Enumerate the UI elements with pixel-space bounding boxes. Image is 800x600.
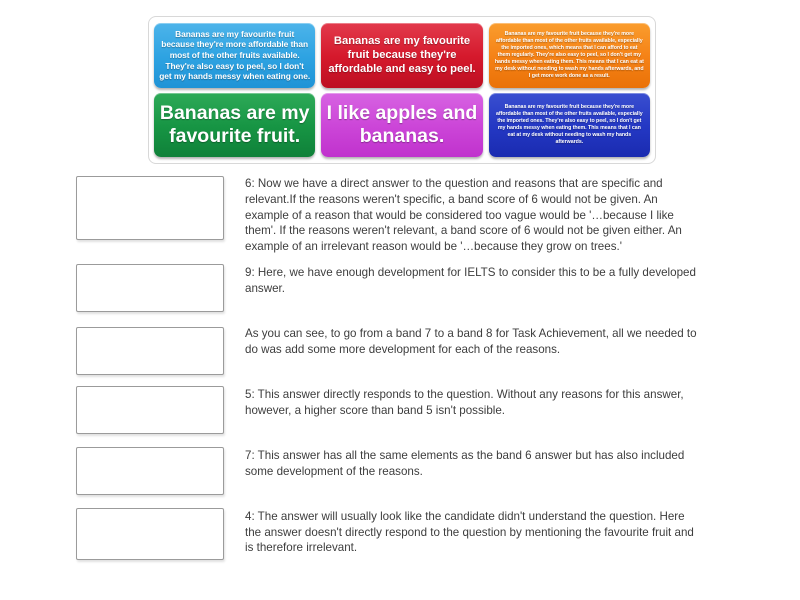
- match-row: [0, 325, 800, 377]
- match-description-5: 7: This answer has all the same elements as the band 6 answer but has also included some development of the reasons.: [245, 448, 685, 478]
- draggable-tile-red[interactable]: Bananas are my favourite fruit because they're affordable and easy to peel.: [321, 23, 482, 88]
- match-description-4: 5: This answer directly responds to the question. Without any reasons for this answer, however, a higher score than band 5 isn't possible.: [245, 387, 684, 417]
- drop-zone-6[interactable]: [76, 508, 224, 560]
- draggable-tile-orange[interactable]: Bananas are my favourite fruit because they're more affordable than most of the other fruits available, especially the imported ones, which means that I can afford to eat them regularly. They're also easy to peel, so I don't get my hands messy when eating them. This means that I can eat at my desk without needing to wash my hands afterwards, and I get more work done as a result.: [489, 23, 650, 88]
- match-row: [0, 264, 800, 316]
- match-row: [0, 386, 800, 438]
- match-description-3: As you can see, to go from a band 7 to a band 8 for Task Achievement, all we needed to do was add some more development for each of the reasons.: [245, 326, 697, 356]
- drop-zone-2[interactable]: [76, 264, 224, 312]
- tile-tray: [148, 16, 656, 164]
- match-row: [0, 447, 800, 499]
- drop-zone-4[interactable]: [76, 386, 224, 434]
- match-list: [0, 176, 800, 569]
- match-description-1: 6: Now we have a direct answer to the question and reasons that are specific and relevant.If the reasons weren't specific, a band score of 6 would not be given. An example of a reason that would be considered too vague would be '…because I like them'. If the reasons weren't relevant, a band score of 6 would not be given either. An example of an irrelevant reason would be '…because they grow on trees.': [245, 177, 682, 254]
- match-description-2: 9: Here, we have enough development for IELTS to consider this to be a fully developed answer.: [245, 265, 696, 295]
- draggable-tile-magenta[interactable]: I like apples and bananas.: [321, 93, 482, 158]
- drop-zone-5[interactable]: [76, 447, 224, 495]
- draggable-tile-green[interactable]: Bananas are my favourite fruit.: [154, 93, 315, 158]
- draggable-tile-blue[interactable]: Bananas are my favourite fruit because they're more affordable than most of the other fruits available. They're also easy to peel, so I don't get my hands messy when eating one.: [154, 23, 315, 88]
- drop-zone-1[interactable]: [76, 176, 224, 240]
- draggable-tile-darkblue[interactable]: Bananas are my favourite fruit because they're more affordable than most of the other fruits available, especially the imported ones. They're also easy to peel, so I don't get my hands messy when eating them. This means that I can eat at my desk without needing to wash my hands afterwards.: [489, 93, 650, 158]
- match-row: [0, 176, 800, 255]
- drop-zone-3[interactable]: [76, 327, 224, 375]
- match-row: [0, 508, 800, 560]
- match-description-6: 4: The answer will usually look like the candidate didn't understand the question. Here the answer doesn't directly respond to the question by mentioning the favourite fruit and is therefore irrelevant.: [245, 509, 694, 555]
